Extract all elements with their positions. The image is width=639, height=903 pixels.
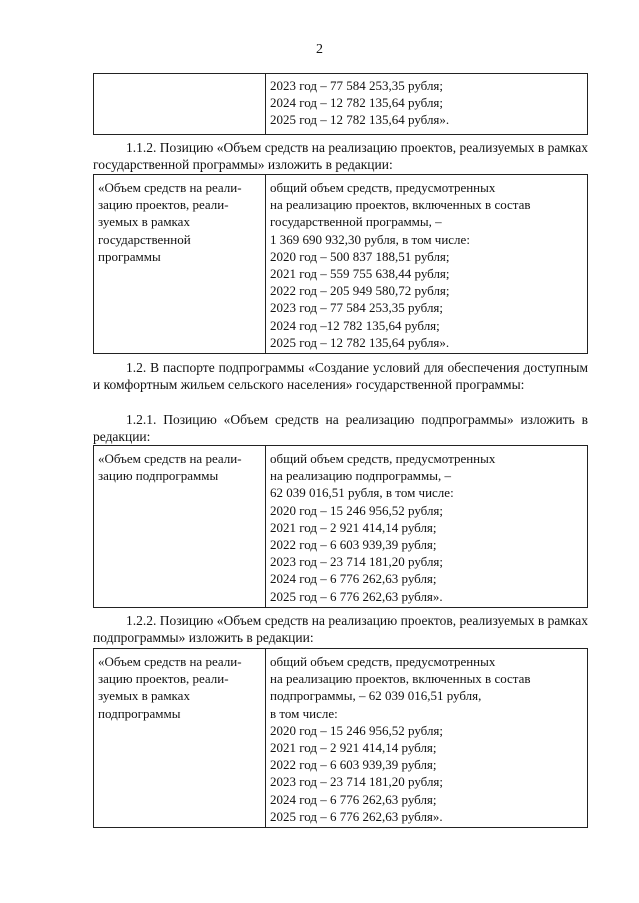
table-line: 2024 год –12 782 135,64 рубля; [270,317,440,333]
table-line: 2025 год – 6 776 262,63 рубля». [270,588,443,604]
table-line: 2022 год – 6 603 939,39 рубля; [270,537,437,553]
table-left-cell [94,175,266,354]
table-row [94,175,588,354]
table-line: 2023 год – 77 584 253,35 рубля; [270,78,444,93]
table-line: 2024 год – 12 782 135,64 рубля; [270,95,444,111]
table-line: 2024 год – 6 776 262,63 рубля; [270,571,437,587]
table-line: в том числе: [270,705,338,721]
table-line: зуемых в рамках [98,688,190,704]
table-line: 2025 год – 12 782 135,64 рубля». [270,334,450,350]
paragraph-1-2: 1.2. В паспорте подпрограммы «Создание условий для обеспечения доступным и комфортным жильем сельского населения» государственной программы: [93,360,588,392]
table-line: зацию проектов, реали- [98,671,229,687]
table-line: программы [98,248,161,264]
table-1-1-2 [93,174,588,354]
table-line: «Объем средств на реали- [98,654,242,669]
table-line: государственной программы, – [270,214,442,230]
table-top-left-cell [94,74,266,135]
table-top [93,73,588,135]
table-line: 2025 год – 6 776 262,63 рубля». [270,808,443,824]
table-line: общий объем средств, предусмотренных [270,180,496,195]
paragraph-1-1-2: 1.1.2. Позицию «Объем средств на реализацию проектов, реализуемых в рамках государственной программы» изложить в редакции: [93,140,588,172]
table-1-2-1 [93,445,588,608]
table-right-cell [266,175,588,354]
table-top-right-cell [266,74,588,135]
table-line: 2022 год – 6 603 939,39 рубля; [270,757,437,773]
table-line: 2020 год – 15 246 956,52 рубля; [270,502,444,518]
table-line: 2022 год – 205 949 580,72 рубля; [270,283,450,299]
table-line: зацию проектов, реали- [98,197,229,213]
table-line: общий объем средств, предусмотренных [270,451,496,466]
table-line: 2021 год – 2 921 414,14 рубля; [270,740,437,756]
table-line: 2025 год – 12 782 135,64 рубля». [270,112,450,128]
table-line: 2023 год – 23 714 181,20 рубля; [270,554,444,570]
table-line: зуемых в рамках [98,214,190,230]
table-line: на реализацию проектов, включенных в состав [270,671,531,687]
table-line: 2023 год – 77 584 253,35 рубля; [270,300,444,316]
paragraph-1-2-2: 1.2.2. Позицию «Объем средств на реализацию проектов, реализуемых в рамках подпрограммы» изложить в редакции: [93,613,588,645]
table-line: 2024 год – 6 776 262,63 рубля; [270,791,437,807]
table-line: 2023 год – 23 714 181,20 рубля; [270,774,444,790]
table-line: государственной [98,231,191,247]
table-line: общий объем средств, предусмотренных [270,654,496,669]
table-line: на реализацию проектов, включенных в состав [270,197,531,213]
table-left-cell [94,649,266,828]
table-line: 2020 год – 500 837 188,51 рубля; [270,248,450,264]
table-line: подпрограммы, – 62 039 016,51 рубля, [270,688,482,704]
table-line: на реализацию подпрограммы, – [270,468,451,484]
table-line: 2021 год – 2 921 414,14 рубля; [270,519,437,535]
table-line: 2021 год – 559 755 638,44 рубля; [270,266,450,282]
table-line: зацию подпрограммы [98,468,219,484]
page-number: 2 [316,42,323,57]
table-line: «Объем средств на реали- [98,451,242,466]
table-line: 1 369 690 932,30 рубля, в том числе: [270,231,470,247]
table-1-2-2 [93,648,588,828]
table-left-cell [94,446,266,608]
table-row [94,649,588,828]
table-right-cell [266,649,588,828]
table-row [94,446,588,608]
table-line: подпрограммы [98,705,181,721]
table-row [94,74,588,135]
table-line: 2020 год – 15 246 956,52 рубля; [270,722,444,738]
table-line: 62 039 016,51 рубля, в том числе: [270,485,454,501]
table-line: «Объем средств на реали- [98,180,242,195]
table-right-cell [266,446,588,608]
paragraph-1-2-1: 1.2.1. Позицию «Объем средств на реализацию подпрограммы» изложить в редакции: [93,412,588,444]
